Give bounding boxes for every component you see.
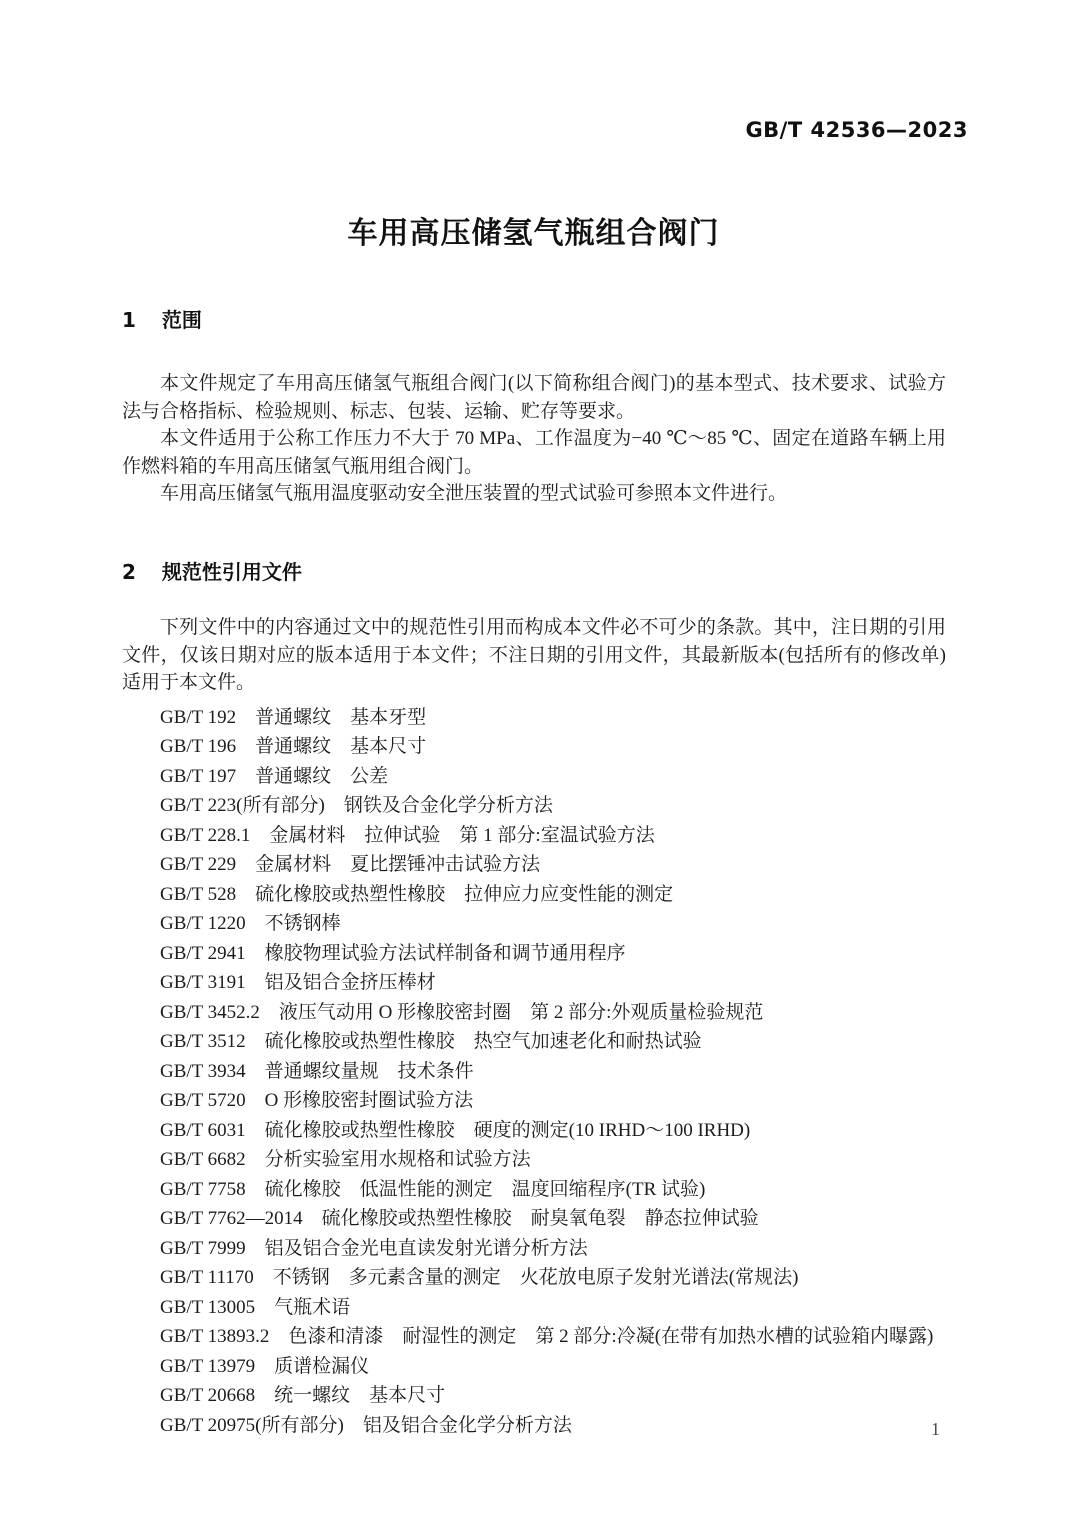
section-1-paragraph: 本文件适用于公称工作压力不大于 70 MPa、工作温度为−40 ℃～85 ℃、固定在道路车辆上用作燃料箱的车用高压储氢气瓶用组合阀门。 xyxy=(122,428,946,477)
reference-item: GB/T 13979 质谱检漏仪 xyxy=(160,1355,370,1377)
section-2-heading xyxy=(122,560,946,584)
section-1-title: 范围 xyxy=(161,308,202,332)
section-1-paragraph: 本文件规定了车用高压储氢气瓶组合阀门(以下简称组合阀门)的基本型式、技术要求、试验方法与合格指标、检验规则、标志、包装、运输、贮存等要求。 xyxy=(122,373,946,422)
section-2-title: 规范性引用文件 xyxy=(161,559,302,584)
reference-item: GB/T 3934 普通螺纹量规 技术条件 xyxy=(160,1060,474,1082)
reference-item: GB/T 3191 铝及铝合金挤压棒材 xyxy=(160,972,436,994)
reference-item: GB/T 7762—2014 硫化橡胶或热塑性橡胶 耐臭氧龟裂 静态拉伸试验 xyxy=(160,1208,759,1230)
reference-item: GB/T 6031 硫化橡胶或热塑性橡胶 硬度的测定(10 IRHD～100 IRHD) xyxy=(160,1119,751,1141)
reference-item: GB/T 3452.2 液压气动用 O 形橡胶密封圈 第 2 部分:外观质量检验规范 xyxy=(160,1001,764,1023)
section-2-paragraph: 下列文件中的内容通过文中的规范性引用而构成本文件必不可少的条款。其中，注日期的引用文件，仅该日期对应的版本适用于本文件；不注日期的引用文件，其最新版本(包括所有的修改单)适用于本文件。 xyxy=(122,616,946,694)
reference-item: GB/T 13893.2 色漆和清漆 耐湿性的测定 第 2 部分:冷凝(在带有加热水槽的试验箱内曝露) xyxy=(160,1326,934,1348)
reference-item: GB/T 528 硫化橡胶或热塑性橡胶 拉伸应力应变性能的测定 xyxy=(160,883,674,905)
reference-item: GB/T 229 金属材料 夏比摆锤冲击试验方法 xyxy=(160,854,541,876)
reference-item: GB/T 7758 硫化橡胶 低温性能的测定 温度回缩程序(TR 试验) xyxy=(160,1178,706,1200)
reference-item: GB/T 192 普通螺纹 基本牙型 xyxy=(160,706,427,728)
section-1-heading xyxy=(122,308,946,332)
reference-item: GB/T 20975(所有部分) 铝及铝合金化学分析方法 xyxy=(160,1414,572,1436)
document-title: 车用高压储氢气瓶组合阀门 xyxy=(347,216,720,251)
standard-code: GB/T 42536—2023 xyxy=(745,118,968,142)
reference-item: GB/T 11170 不锈钢 多元素含量的测定 火花放电原子发射光谱法(常规法) xyxy=(160,1267,799,1289)
section-2-number: 2 xyxy=(122,559,136,584)
reference-item: GB/T 20668 统一螺纹 基本尺寸 xyxy=(160,1385,446,1407)
reference-item: GB/T 196 普通螺纹 基本尺寸 xyxy=(160,736,427,758)
section-1-number: 1 xyxy=(122,308,136,332)
reference-item: GB/T 1220 不锈钢棒 xyxy=(160,913,341,935)
page-number: 1 xyxy=(931,1419,940,1439)
reference-item: GB/T 7999 铝及铝合金光电直读发射光谱分析方法 xyxy=(160,1237,588,1259)
section-1-paragraph: 车用高压储氢气瓶用温度驱动安全泄压装置的型式试验可参照本文件进行。 xyxy=(160,483,788,505)
reference-item: GB/T 6682 分析实验室用水规格和试验方法 xyxy=(160,1149,531,1171)
reference-item: GB/T 2941 橡胶物理试验方法试样制备和调节通用程序 xyxy=(160,942,626,964)
reference-item: GB/T 13005 气瓶术语 xyxy=(160,1296,351,1318)
reference-item: GB/T 5720 O 形橡胶密封圈试验方法 xyxy=(160,1090,474,1112)
references-list xyxy=(122,703,946,1441)
reference-item: GB/T 223(所有部分) 钢铁及合金化学分析方法 xyxy=(160,795,553,817)
document-body xyxy=(122,308,946,1440)
reference-item: GB/T 197 普通螺纹 公差 xyxy=(160,765,389,787)
reference-item: GB/T 3512 硫化橡胶或热塑性橡胶 热空气加速老化和耐热试验 xyxy=(160,1031,702,1053)
reference-item: GB/T 228.1 金属材料 拉伸试验 第 1 部分:室温试验方法 xyxy=(160,824,655,846)
